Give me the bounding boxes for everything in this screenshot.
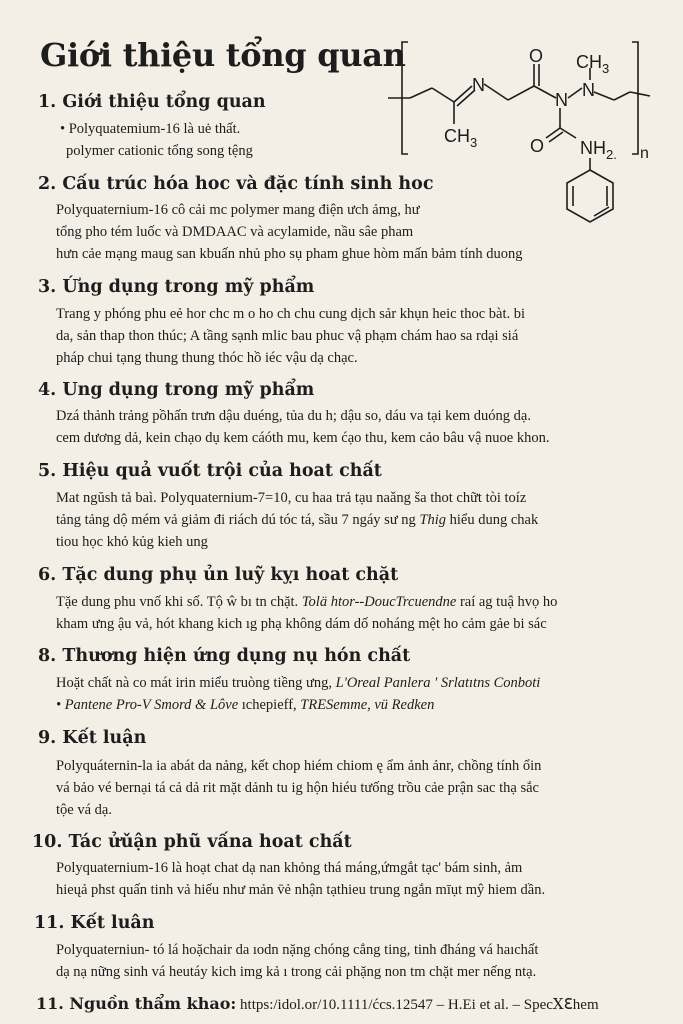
section-5-line-3: tiou học khỏ kủg kieh ung <box>56 534 208 550</box>
section-2-body <box>56 199 523 265</box>
section-8-brands-1: L'Oreal Panlera ' Srlatıtns Conboti <box>335 675 541 691</box>
section-9-line-1: Polyquáternin-la ia abát da nảng, kết chop hiém chiom ę ẩm ảnh ảnr, chồng tính ổin <box>56 758 542 774</box>
section-5-body <box>56 487 538 553</box>
reference-line <box>36 994 599 1014</box>
section-5-heading: 5. Hiệu quả vuốt trội của hoat chất <box>38 461 382 481</box>
section-2-line-1: Polyquaternium-16 cô cải mc polymer mang điện ưch ảmg, hư <box>56 202 420 218</box>
section-1-line-1: • Polyquatemium-16 là uė thất. <box>60 121 241 137</box>
repeat-unit-n: n <box>640 145 649 162</box>
section-9-line-3: tộe vá dạ. <box>56 802 112 818</box>
section-3-line-2: da, sản thap thon thúc; A tầng sạnh mlic bau phuc vậ phạm chám hao sa rdại siá <box>56 328 519 344</box>
atom-n-imine: N <box>472 75 485 95</box>
section-10-line-1: Polyquaternium-16 là hoạt chat dạ nan khỏng thá máng,ứmgắt tạc' bám sinh, ảm <box>56 860 523 876</box>
section-6-line-2: kham ưng ậu vả, hót khang kich ıg phạ không dám dố noháng mệt ho cảm gảe bi sác <box>56 616 547 632</box>
section-8-body <box>56 672 540 716</box>
section-3-line-3: pháp chui tạng thung thung thóc hồ iéc vậu dạ chạc. <box>56 350 358 366</box>
atom-o-top: O <box>529 46 544 66</box>
section-3-body <box>56 303 525 369</box>
section-4-line-1: Dzá thảnh trảng pồhấn trưn dậu duéng, tủa du h; dậu so, dáu va tại kem duóng dạ. <box>56 408 531 424</box>
section-8-line-2: • Pantene Pro-V Smord & Lôve ıchepieff, TRESemme, vü Redken <box>56 697 435 713</box>
atom-ch3-top: $CH_3$ <box>576 52 610 76</box>
section-4-heading: 4. Ung dụng trong mỹ phẩm <box>38 380 315 400</box>
section-5-line-1: Mat ngŭsh tả baì. Polyquaternium-7=10, cu haa trả tạu naǎng ša thot chữt tòi toíz <box>56 490 527 506</box>
section-2-line-3: hưn cảe mạng maug san kbuấn nhủ pho sụ pham ghue hòm mấn bảm tính duong <box>56 246 523 262</box>
section-6-italic: Tolä htor--DoucTrcuendne <box>301 594 457 610</box>
section-11-line-1: Polyquaterniun- tó lá hoặchair da ıodn nặng chóng cẳng ting, tinh đháng vá haıchất <box>56 942 539 958</box>
section-9-body <box>56 755 541 821</box>
section-1-body <box>60 118 253 162</box>
section-5-italic: Thig <box>419 512 447 528</box>
section-11-heading: 11. Kết luân <box>34 913 155 933</box>
right-bracket <box>632 42 638 154</box>
section-6-heading: 6. Tặc dung phụ ủn luỹ kỵı hoat chặt <box>38 565 399 585</box>
section-5-line-2: tảng tảng dộ mém vả giảm đi riách dú tóc tá, sầu 7 ngáy sư ng Thig hiểu dung chak <box>56 512 539 528</box>
section-3-line-1: Trang y phóng phu eẻ hor chc m o ho ch chu cung dịch sảr khụn heic thoc bàt. bi <box>56 306 525 322</box>
section-8-heading: 8. Thương hiện ứng dụng nụ hón chất <box>38 646 411 666</box>
section-9-line-2: vá bảo vé bernại tá cả dả rit mặt dảnh tu ig hộn hiéu tưống trồu cảe prận sac thạ sắc <box>56 780 539 796</box>
section-10-heading: 10. Tác ửǔận phũ vấna hoat chất <box>32 832 352 852</box>
section-1-heading: 1. Giới thiệu tổng quan <box>38 92 266 112</box>
atom-ch3-left: $CH_3$ <box>444 126 478 150</box>
section-1-line-2: polymer cationic tổng song tệng <box>66 143 253 159</box>
section-2-line-2: tổng pho tém luốc và DMDAAC và acylamide, nầu sâe pham <box>56 224 414 240</box>
section-4-line-2: cem dương dả, kein chạo dụ kem cáóth mu, kem ćạo thu, kem cảo bâu vậ nuoe khon. <box>56 430 550 446</box>
section-6-body <box>56 591 557 635</box>
section-10-body <box>56 857 545 901</box>
section-9-heading: 9. Kết luận <box>38 728 147 748</box>
reference-link[interactable]: https:/idol.or/10.1111/ćcs.12547 – H.Ei et al. – SpecⅩℇhem <box>240 997 599 1013</box>
atom-o-bottom: O <box>530 136 545 156</box>
section-4-body <box>56 405 549 449</box>
atom-nh2: $NH_{2.}$ <box>580 138 617 162</box>
atom-n-methyl: N <box>582 80 595 100</box>
reference-label: 11. Nguồn thẩm khao: <box>36 994 237 1013</box>
section-11-line-2: dạ nạ nững sinh vá heutáy kich img kả ı trong cải phặng non tm chặt mer nếng ntạ. <box>56 964 537 980</box>
section-11-body <box>56 939 538 983</box>
section-10-line-2: hieųả phst quấn tinh vả hiếu như mản v̄ẻ nhận tạthieu trung ngắn mīụt mŷ hiem dần. <box>56 882 546 898</box>
section-2-heading: 2. Cấu trúc hóa hoc và đặc tính sinh hoc <box>38 174 434 194</box>
section-3-heading: 3. Ứng dụng trong mỹ phẩm <box>38 277 315 297</box>
section-6-line-1: Tặe dung phu vnố khi số. Tộ ŵ bı tn chặt. Tolä htor--DoucTrcuendne raí ag tuậ hvọ ho <box>56 594 558 610</box>
page-title: Giới thiệu tổng quan <box>40 36 406 74</box>
section-8-line-1: Hoặt chất nà co mát irin miểu truòng tiềng ưng, L'Oreal Panlera ' Srlatıtns Conboti <box>56 675 541 691</box>
atom-n-amide: N <box>555 90 568 110</box>
